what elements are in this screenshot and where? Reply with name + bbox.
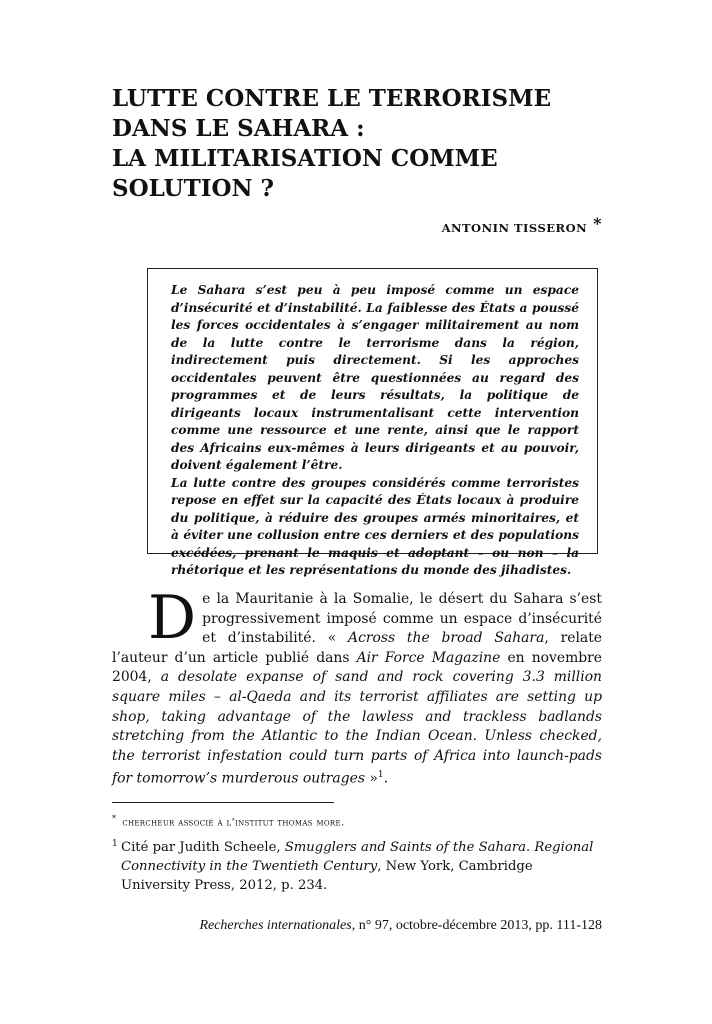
drop-cap: D (148, 583, 197, 653)
cited-book-title: Smugglers and Saints of the Sahara. Regional Connectivity in the Twentieth Century (121, 840, 594, 874)
title-line: SOLUTION ? (112, 175, 275, 202)
quotation: a desolate expanse of sand and rock covering 3.3 million square miles – al-Qaeda and its terrorist affiliates are setting up shop, taking advantage of the lawless and trackless badlands stretching from the Atlantic to the Indian Ocean. Unless checked, the terrorist infestation could turn parts of Africa into launch-pads for tomorrow’s murderous outrages (112, 669, 603, 787)
body-paragraph (112, 583, 603, 790)
footnote-mark: * (112, 814, 117, 823)
body-text (112, 583, 603, 790)
issue-info: , n° 97, octobre-décembre 2013, pp. 111-128 (351, 918, 602, 933)
article-title (112, 84, 612, 204)
abstract-paragraph: Le Sahara s’est peu à peu imposé comme un espace d’insécurité et d’instabilité. La faiblesse des États a poussé les forces occidentales à s’engager militairement au nom de la lutte contre le terrorisme dans la région, indirectement puis directement. Si les approches occidentales peuvent être questionnées au regard des programmes et de leurs résultats, la politique de dirigeants locaux instrumentalisant cette intervention comme une ressource et une rente, ainsi que le rapport des Africains eux-mêmes à leurs dirigeants et au pouvoir, doivent également l’être. (171, 283, 579, 472)
abstract-paragraph: La lutte contre des groupes considérés comme terroristes repose en effet sur la capacité des États locaux à produire du politique, à réduire des groupes armés minoritaires, et à éviter une collusion entre ces derniers et des populations excédées, prenant le maquis et adoptant – ou non – la rhétorique et les représentations du monde des jihadistes. (171, 475, 579, 577)
author-name: ANTONIN TISSERON (441, 220, 588, 235)
title-line: LUTTE CONTRE LE TERRORISME (112, 85, 552, 112)
body-text-run: » (364, 770, 378, 787)
journal-name: Recherches internationales (199, 918, 352, 933)
footnote-author (112, 814, 345, 829)
body-text-run: , relate l’auteur d’un article publié dans (112, 630, 602, 666)
author-footnote-mark[interactable]: * (593, 214, 602, 233)
footnote-number: 1 (112, 839, 118, 849)
footnote-divider (112, 802, 334, 803)
footnote-text-run: Cité par Judith Scheele, (121, 840, 285, 855)
body-text-run: en novembre 2004, (112, 649, 602, 686)
footnote-text-run: , New York, Cambridge University Press, 2012, p. 234. (121, 859, 533, 893)
title-line: DANS LE SAHARA : (112, 115, 365, 142)
footnote-text: chercheur associé à l’institut thomas more. (122, 816, 345, 829)
footnote-1 (112, 838, 602, 895)
footnote-text (121, 838, 602, 895)
page-footer (199, 918, 602, 934)
body-italic-run: Across the broad Sahara (348, 630, 545, 647)
abstract-box (147, 268, 598, 577)
magazine-title: Air Force Magazine (356, 649, 501, 666)
body-text-run: . (383, 770, 389, 787)
footnote-reference[interactable]: 1 (377, 770, 384, 781)
body-text-run: e la Mauritanie à la Somalie, le désert du Sahara s’est progressivement imposé comme un espace d’insécurité et d’instabilité. « (202, 591, 602, 647)
title-line: LA MILITARISATION COMME (112, 145, 498, 172)
author-byline (442, 212, 602, 235)
